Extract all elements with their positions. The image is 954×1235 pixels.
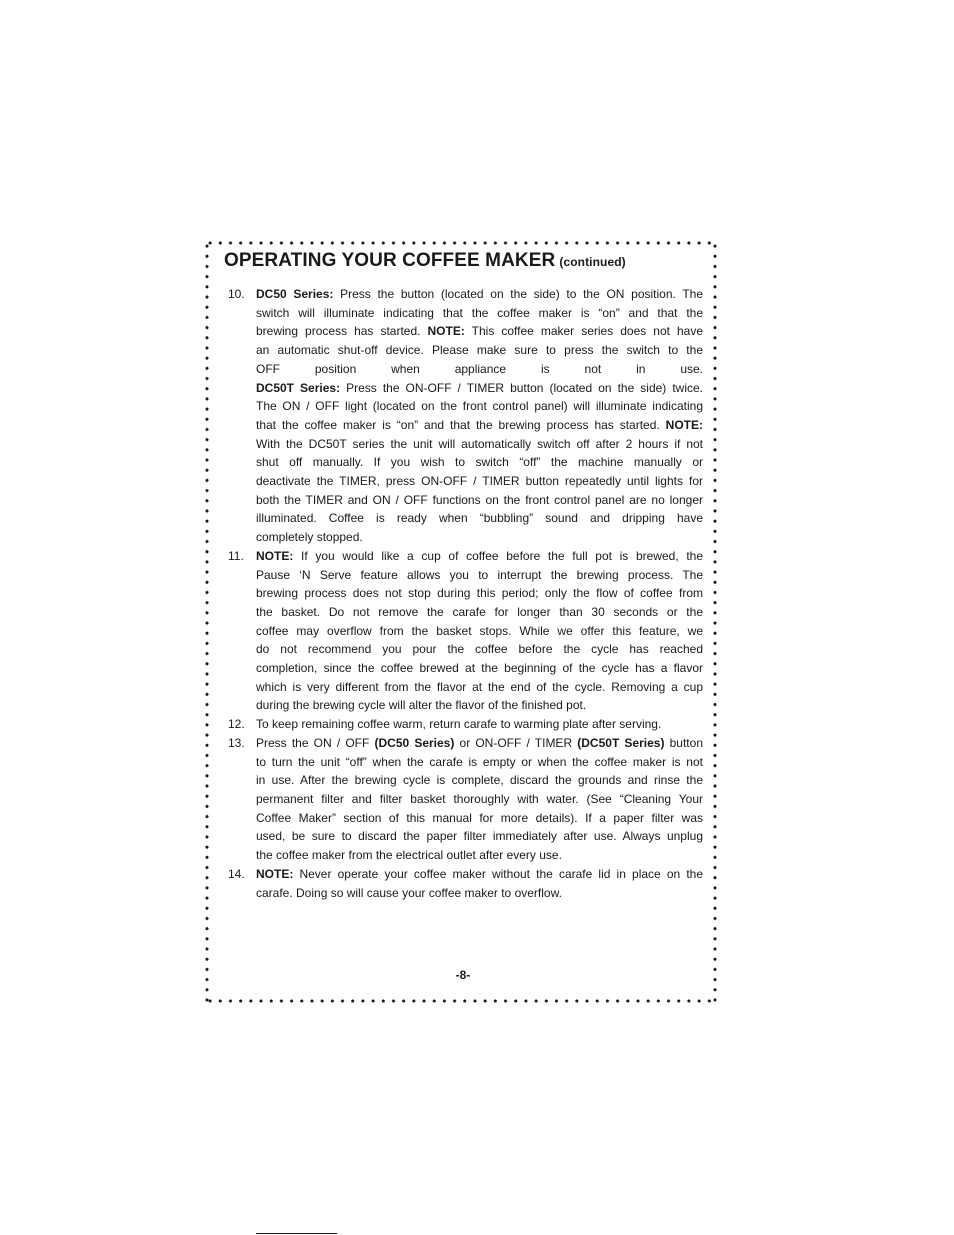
page-number: -8- xyxy=(455,968,471,982)
text-line xyxy=(256,322,703,341)
text-run: If you would like a cup of coffee before the full pot is brewed, the xyxy=(293,548,703,563)
text-line xyxy=(256,341,703,360)
text-line xyxy=(256,397,703,416)
text-line xyxy=(256,622,703,641)
page-title xyxy=(224,250,626,272)
text-run: during the brewing cycle will alter the flavor of the finished pot. xyxy=(256,698,587,713)
dotted-border-bottom xyxy=(205,999,717,1003)
instruction-list xyxy=(228,285,703,902)
text-line xyxy=(256,472,703,491)
text-run: To keep remaining coffee warm, return carafe to warming plate after serving. xyxy=(256,717,662,732)
text-run: brewing process has started. xyxy=(256,324,428,339)
text-run: Pause ‘N Serve feature allows you to interrupt the brewing process. The xyxy=(256,567,703,582)
dotted-border-top xyxy=(205,241,717,245)
footnote-rule xyxy=(256,1233,337,1234)
text-run: With the DC50T series the unit will automatically switch off after 2 hours if not xyxy=(256,436,703,451)
text-line xyxy=(256,416,703,435)
text-run: switch will illuminate indicating that the coffee maker is “on” and that the xyxy=(256,305,703,320)
text-run: illuminated. Coffee is ready when “bubbling” sound and dripping have xyxy=(256,511,703,526)
text-line xyxy=(256,528,703,547)
bold-text: (DC50 Series) xyxy=(374,735,455,750)
text-line xyxy=(256,696,703,715)
text-run: button xyxy=(664,735,703,750)
text-run: in use. After the brewing cycle is complete, discard the grounds and rinse the xyxy=(256,773,703,788)
text-line xyxy=(256,379,703,398)
text-run: the basket. Do not remove the carafe for longer than 30 seconds or the xyxy=(256,604,703,619)
text-run: Never operate your coffee maker without the carafe lid in place on the xyxy=(293,866,703,881)
text-run: shut off manually. If you wish to switch “off” the machine manually or xyxy=(256,455,703,470)
text-run: coffee may overflow from the basket stops. While we offer this feature, we xyxy=(256,623,703,638)
text-run: the coffee maker from the electrical outlet after every use. xyxy=(256,848,562,863)
bold-text: DC50T Series: xyxy=(256,380,341,395)
step-number: 13. xyxy=(228,735,245,750)
text-run: deactivate the TIMER, press ON-OFF / TIMER button repeatedly until lights for xyxy=(256,474,703,489)
text-run: Press the ON-OFF / TIMER button (located on the side) twice. xyxy=(340,380,704,395)
text-line xyxy=(256,884,703,903)
text-run: both the TIMER and ON / OFF functions on the front control panel are no longer xyxy=(256,492,703,507)
text-line xyxy=(256,659,703,678)
page-title-text: OPERATING YOUR COFFEE MAKER xyxy=(224,250,556,271)
text-line xyxy=(256,547,703,566)
text-line xyxy=(256,771,703,790)
text-run: that the coffee maker is “on” and that the brewing process has started. xyxy=(256,417,666,432)
text-run: Coffee Maker” section of this manual for more details). If a paper filter was xyxy=(256,810,703,825)
text-run: The ON / OFF light (located on the front control panel) will illuminate indicating xyxy=(256,399,703,414)
bold-text: NOTE: xyxy=(427,324,465,339)
text-line xyxy=(256,491,703,510)
text-line xyxy=(256,603,703,622)
text-run: completion, since the coffee brewed at the beginning of the cycle has a flavor xyxy=(256,661,703,676)
text-line xyxy=(256,453,703,472)
text-line xyxy=(256,640,703,659)
text-line xyxy=(256,285,703,304)
list-item xyxy=(228,865,703,902)
list-item xyxy=(228,734,703,865)
text-run: This coffee maker series does not have xyxy=(464,324,703,339)
bold-text: NOTE: xyxy=(256,548,294,563)
text-run: to turn the unit “off” when the carafe is empty or when the coffee maker is not xyxy=(256,754,703,769)
step-number: 12. xyxy=(228,717,245,732)
bold-text: NOTE: xyxy=(665,417,703,432)
list-item xyxy=(228,715,703,734)
text-line xyxy=(256,734,703,753)
text-line xyxy=(256,753,703,772)
bold-text: DC50 Series: xyxy=(256,287,334,301)
bold-text: (DC50T Series) xyxy=(577,735,665,750)
text-line xyxy=(256,827,703,846)
text-run: Press the button (located on the side) to the ON position. The xyxy=(333,287,703,301)
text-run: do not recommend you pour the coffee before the cycle has reached xyxy=(256,642,703,657)
text-line xyxy=(256,435,703,454)
text-run: carafe. Doing so will cause your coffee maker to overflow. xyxy=(256,885,562,900)
text-line xyxy=(256,360,703,379)
text-line xyxy=(256,584,703,603)
step-number: 14. xyxy=(228,866,245,881)
text-run: an automatic shut-off device. Please make sure to press the switch to the xyxy=(256,343,703,358)
text-run: completely stopped. xyxy=(256,530,363,545)
list-item xyxy=(228,547,703,715)
text-line xyxy=(256,846,703,865)
text-run: which is very different from the flavor at the end of the cycle. Removing a cup xyxy=(256,679,703,694)
list-item xyxy=(228,285,703,547)
text-run: brewing process does not stop during this period; only the flow of coffee from xyxy=(256,586,703,601)
text-line xyxy=(256,509,703,528)
text-run: OFF position when appliance is not in use. xyxy=(256,361,703,376)
text-run: or ON-OFF / TIMER xyxy=(454,735,578,750)
text-line xyxy=(256,715,703,734)
text-line xyxy=(256,865,703,884)
step-number: 10. xyxy=(228,287,245,301)
text-line xyxy=(256,304,703,323)
text-line xyxy=(256,809,703,828)
text-line xyxy=(256,566,703,585)
text-line xyxy=(256,790,703,809)
text-run: Press the ON / OFF xyxy=(256,735,375,750)
text-run: used, be sure to discard the paper filter immediately after use. Always unplug xyxy=(256,829,703,844)
dotted-border-left xyxy=(205,241,209,1003)
text-line xyxy=(256,678,703,697)
bold-text: NOTE: xyxy=(256,866,294,881)
page-title-continued: (continued) xyxy=(559,255,626,269)
dotted-border-right xyxy=(713,241,717,1003)
text-run: permanent filter and filter basket thoroughly with water. (See “Cleaning Your xyxy=(256,791,703,806)
step-number: 11. xyxy=(228,548,244,563)
